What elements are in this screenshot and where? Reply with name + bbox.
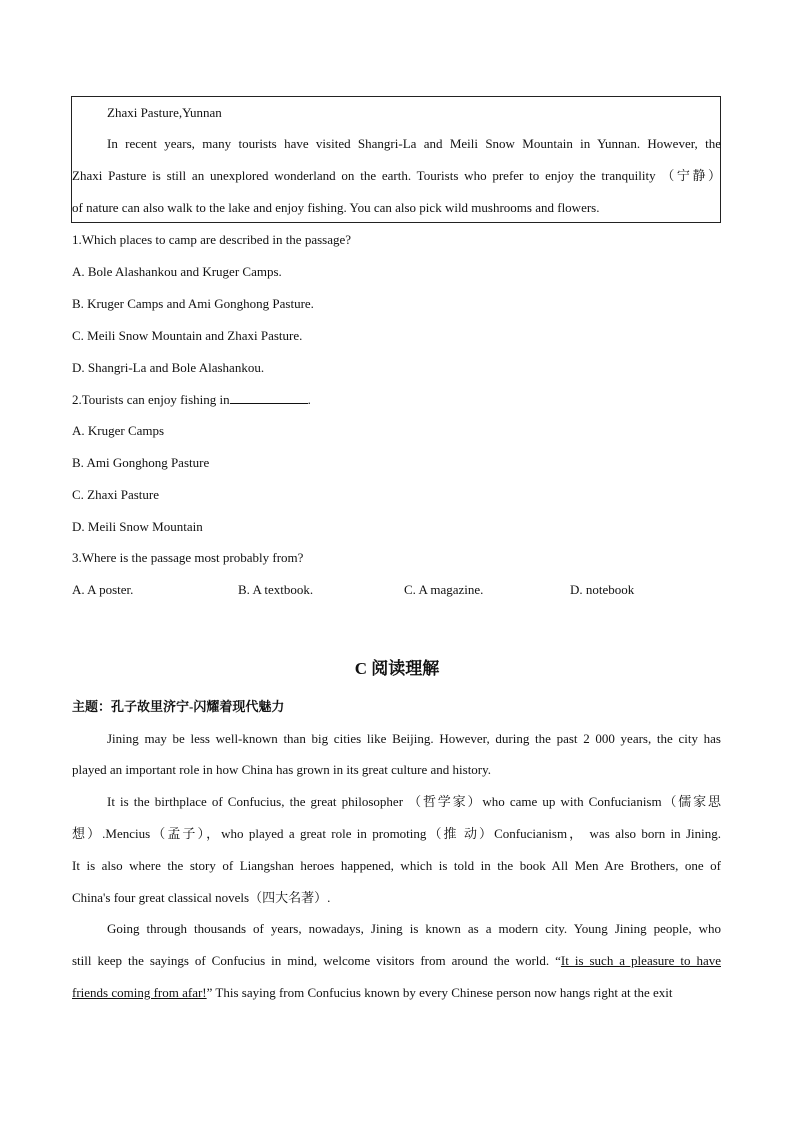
paragraph-3-line-1: Going through thousands of years, nowadays, Jining is known as a modern city. Young Jining people, who bbox=[107, 921, 721, 936]
question-3-option-d: D. notebook bbox=[570, 582, 635, 597]
passage-title: Zhaxi Pasture,Yunnan bbox=[107, 105, 222, 120]
question-2-option-c: C. Zhaxi Pasture bbox=[72, 487, 160, 502]
passage-line-2: Zhaxi Pasture is still an unexplored wonderland on the earth. Tourists who prefer to enjoy the tranquility （宁静） bbox=[72, 168, 721, 183]
question-2-option-d: D. Meili Snow Mountain bbox=[72, 519, 203, 534]
answer-blank bbox=[230, 391, 308, 404]
paragraph-2-line-1: It is the birthplace of Confucius, the great philosopher （哲学家）who came up with Confucianism（儒家思 bbox=[107, 794, 721, 809]
underlined-quote-part-1: It is such a pleasure to have bbox=[560, 953, 721, 968]
question-3-option-a: A. A poster. bbox=[72, 582, 134, 597]
paragraph-3-line-3 bbox=[72, 985, 673, 1001]
question-1-option-a: A. Bole Alashankou and Kruger Camps. bbox=[72, 264, 282, 279]
paragraph-1-line-2: played an important role in how China has grown in its great culture and history. bbox=[72, 762, 492, 777]
question-3-stem: 3.Where is the passage most probably from? bbox=[72, 550, 304, 565]
passage-line-3: of nature can also walk to the lake and enjoy fishing. You can also pick wild mushrooms and flowers. bbox=[72, 200, 600, 215]
paragraph-1-line-1: Jining may be less well-known than big cities like Beijing. However, during the past 2 000 years, the city has bbox=[107, 731, 721, 746]
question-1-option-b: B. Kruger Camps and Ami Gonghong Pasture. bbox=[72, 296, 314, 311]
paragraph-2-line-2: 想）.Mencius（孟子），who played a great role in promoting（推 动）Confucianism， was also born in Jining. bbox=[72, 826, 721, 841]
underlined-quote-part-2: friends coming from afar! bbox=[72, 985, 207, 1000]
question-1-option-c: C. Meili Snow Mountain and Zhaxi Pasture. bbox=[72, 328, 303, 343]
paragraph-2-line-3: It is also where the story of Liangshan heroes happened, which is told in the book All Men Are Brothers, one of bbox=[72, 858, 721, 873]
paragraph-2-line-4: China's four great classical novels（四大名著）. bbox=[72, 890, 331, 905]
paragraph-3-line-3-text: ” This saying from Confucius known by every Chinese person now hangs right at the exit bbox=[206, 985, 673, 1000]
question-1-stem: 1.Which places to camp are described in the passage? bbox=[72, 232, 352, 247]
question-3-option-c: C. A magazine. bbox=[404, 582, 484, 597]
question-3-option-b: B. A textbook. bbox=[238, 582, 314, 597]
question-2-stem-end: . bbox=[307, 392, 311, 407]
passage-line-1: In recent years, many tourists have visited Shangri-La and Meili Snow Mountain in Yunnan. However, the bbox=[107, 136, 721, 151]
paragraph-3-line-2 bbox=[72, 953, 721, 969]
question-2-stem bbox=[72, 391, 311, 408]
question-2-option-b: B. Ami Gonghong Pasture bbox=[72, 455, 210, 470]
paragraph-3-line-2-text: still keep the sayings of Confucius in mind, welcome visitors from around the world. “ bbox=[72, 953, 561, 968]
question-2-stem-text: 2.Tourists can enjoy fishing in bbox=[72, 392, 230, 407]
question-1-option-d: D. Shangri-La and Bole Alashankou. bbox=[72, 360, 265, 375]
section-theme: 主题：孔子故里济宁-闪耀着现代魅力 bbox=[72, 699, 285, 714]
question-2-option-a: A. Kruger Camps bbox=[72, 423, 165, 438]
section-heading: C 阅读理解 bbox=[354, 659, 440, 678]
